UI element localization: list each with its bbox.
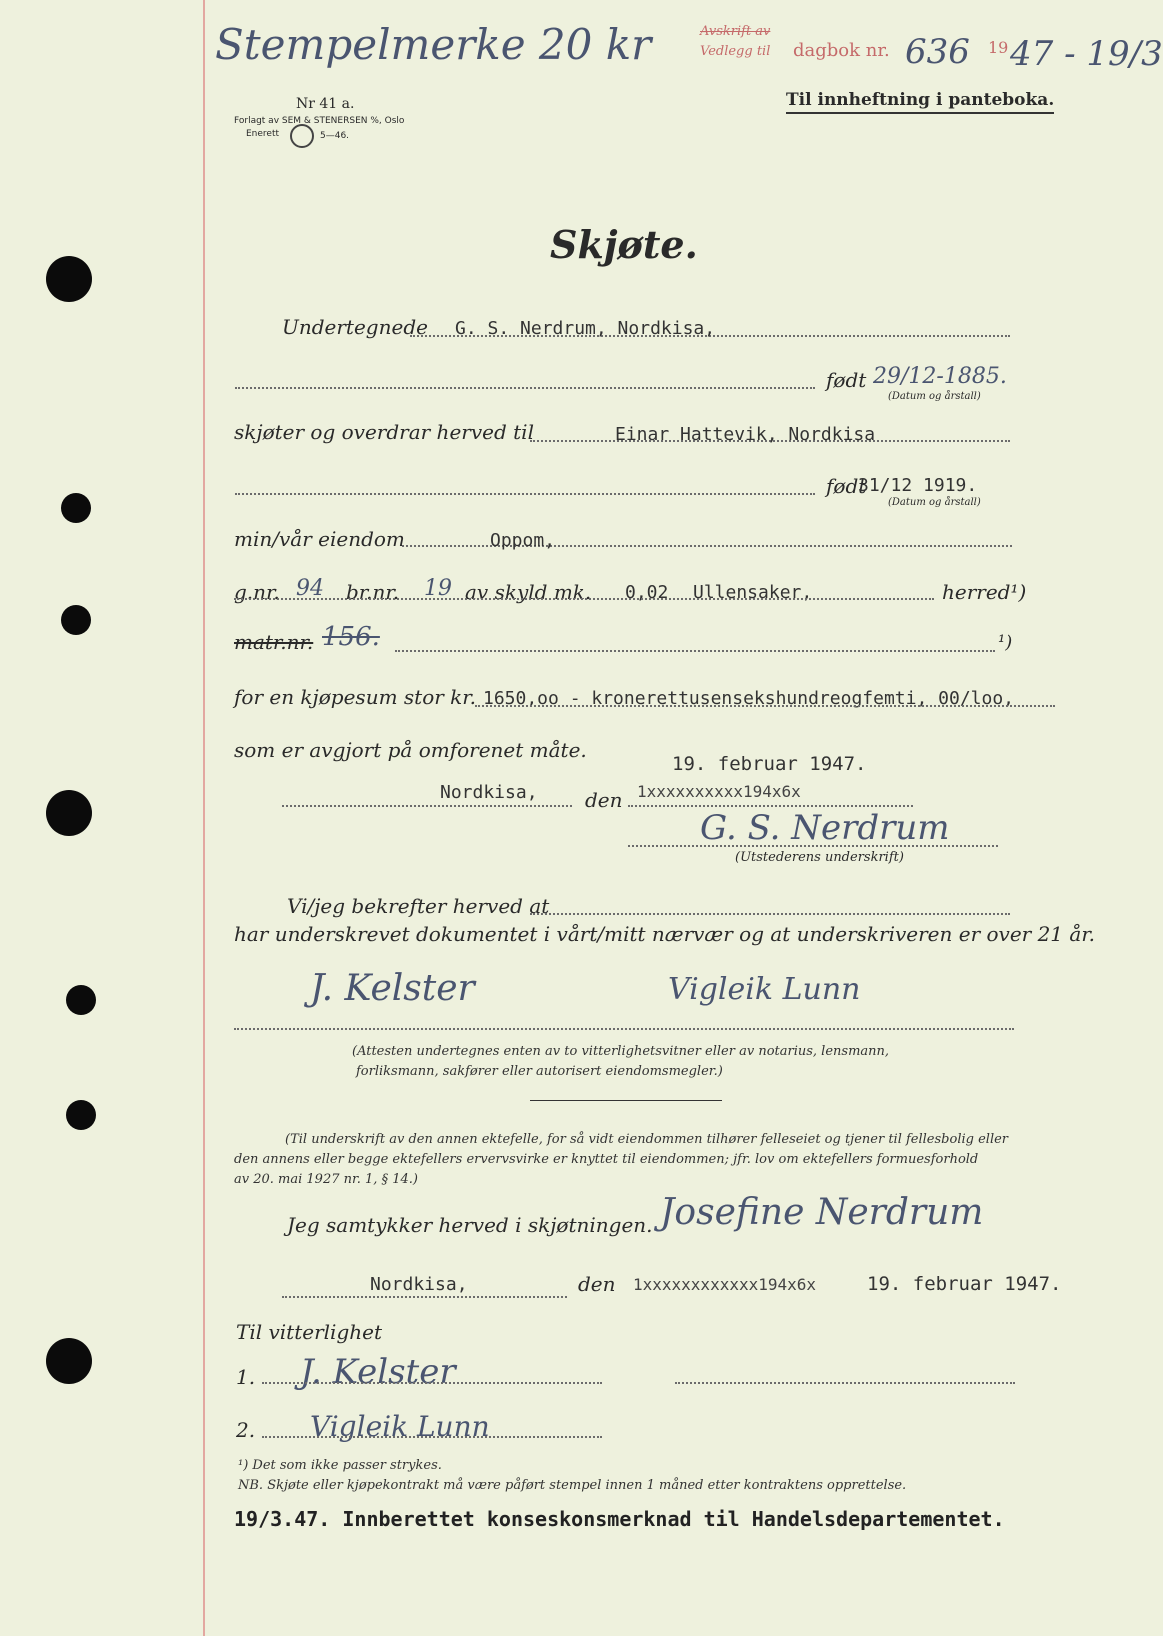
witness-signature-2: Vigleik Lunn [668, 972, 861, 1007]
spouse-note-1: (Til underskrift av den annen ektefelle, for så vidt eiendommen tilhører felleseiet og tjener til fellesbolig eller [285, 1132, 1009, 1147]
spouse-place: Nordkisa, [370, 1274, 468, 1295]
dotted-line [475, 705, 1055, 707]
gnr-label: g.nr. [234, 580, 280, 604]
attest-note-2: forliksmann, sakfører eller autorisert eiendomsmegler.) [356, 1064, 723, 1079]
undertegnede-value: G. S. Nerdrum, Nordkisa, [455, 318, 716, 339]
har-underskrevet: har underskrevet dokumentet i vårt/mitt nærvær og at underskriveren er over 21 år. [234, 922, 1096, 946]
herred-label: herred¹) [942, 580, 1027, 604]
dotted-line [234, 598, 934, 600]
dotted-line [530, 913, 1010, 915]
brnr-label: br.nr. [346, 580, 400, 604]
skjoter-label: skjøter og overdrar herved til [234, 420, 534, 444]
utstederens-label: (Utstederens underskrift) [735, 850, 904, 865]
avskrift-label: Avskrift av [700, 24, 771, 39]
spouse-struck-date: 1xxxxxxxxxxxx194x6x [633, 1275, 817, 1294]
fodt-value-buyer: 31/12 1919. [858, 475, 978, 496]
publisher-enerett: Enerett [246, 129, 280, 139]
datum-hint: (Datum og årstall) [888, 497, 981, 508]
skyld-label: av skyld mk. [465, 580, 592, 604]
place-value: Nordkisa, [440, 782, 538, 803]
dotted-line [675, 1382, 1015, 1384]
footnote-2: NB. Skjøte eller kjøpekontrakt må være påført stempel innen 1 måned etter kontraktens opprettelse. [238, 1478, 907, 1493]
seller-signature: G. S. Nerdrum [700, 808, 950, 848]
vedlegg-label: Vedlegg til [700, 44, 771, 59]
matrnr-label: matr.nr. [234, 630, 314, 654]
dotted-line [282, 1296, 567, 1298]
samtykker-text: Jeg samtykker herved i skjøtningen. [287, 1213, 653, 1237]
binding-hole [66, 1100, 96, 1130]
dotted-line [234, 1028, 1014, 1030]
divider [530, 1100, 722, 1101]
binding-hole [46, 790, 92, 836]
buyer-value: Einar Hattevik, Nordkisa [615, 424, 876, 445]
year-handwritten: 47 - 19/3 [1010, 34, 1163, 74]
eiendom-label: min/vår eiendom [234, 527, 405, 551]
avgjort-text: som er avgjort på omforenet måte. [234, 738, 587, 762]
publisher-date: 5—46. [320, 131, 350, 141]
dotted-line [235, 387, 815, 389]
undertegnede-label: Undertegnede [282, 315, 428, 339]
dotted-line [262, 1436, 602, 1438]
struck-date: 1xxxxxxxxxx194x6x [637, 782, 801, 801]
binding-hole [61, 605, 91, 635]
fodt-label: født [826, 368, 867, 392]
eiendom-value: Oppom, [490, 530, 556, 551]
dagbok-number: 636 [905, 32, 970, 72]
binding-hole [61, 493, 91, 523]
binding-hole [46, 256, 92, 302]
spouse-den-label: den [578, 1272, 616, 1296]
spouse-signature: Josefine Nerdrum [660, 1192, 984, 1233]
year-printed: 19 [988, 38, 1009, 57]
dotted-line [395, 650, 995, 652]
dotted-line [628, 845, 998, 847]
dotted-line [235, 493, 815, 495]
kjopesum-value: 1650,oo - kronerettusensekshundreogfemti, 00/loo, [483, 688, 1015, 709]
vitterlighet-label: Til vitterlighet [236, 1320, 383, 1344]
form-number: Nr 41 a. [296, 96, 355, 112]
dotted-line [282, 805, 572, 807]
spouse-date-value: 19. februar 1947. [867, 1273, 1062, 1295]
footnote-1: ¹) Det som ikke passer strykes. [238, 1458, 442, 1473]
gnr-value: 94 [296, 576, 324, 601]
kjopesum-label: for en kjøpesum stor kr. [234, 685, 477, 709]
date-value: 19. februar 1947. [672, 753, 867, 775]
publisher-seal [290, 124, 314, 148]
footnote-mark: ¹) [998, 632, 1013, 653]
witness-number-1: 1. [236, 1365, 256, 1389]
vitterlighet-signature-1: J. Kelster [300, 1352, 456, 1392]
binding-hole [66, 985, 96, 1015]
stamp-handwritten: Stempelmerke 20 kr [215, 20, 652, 69]
brnr-value: 19 [424, 576, 452, 601]
skyld-value: 0,02 [625, 582, 669, 603]
attest-note-1: (Attesten undertegnes enten av to vitterlighetsvitner eller av notarius, lensmann, [352, 1044, 890, 1059]
matrnr-value: 156. [322, 622, 380, 652]
dagbok-label: dagbok nr. [793, 40, 890, 61]
witness-signature-1: J. Kelster [310, 968, 475, 1009]
binding-hole [46, 1338, 92, 1384]
den-label: den [585, 788, 623, 812]
bottom-note: 19/3.47. Innberettet konseskonsmerknad til Handelsdepartementet. [234, 1507, 1005, 1531]
page-title: Skjøte. [550, 222, 698, 267]
fodt-label: født [826, 474, 867, 498]
herred-value: Ullensaker, [693, 582, 813, 603]
vitterlighet-signature-2: Vigleik Lunn [310, 1410, 490, 1443]
margin-line [203, 0, 205, 1636]
dotted-line [628, 805, 913, 807]
dotted-line [262, 1382, 602, 1384]
til-innheftning: Til innheftning i panteboka. [786, 90, 1054, 114]
witness-number-2: 2. [236, 1418, 256, 1442]
fodt-value-seller: 29/12-1885. [873, 364, 1007, 389]
spouse-note-2: den annens eller begge ektefellers ervervsvirke er knyttet til eiendommen; jfr. lov om ektefellers formuesforhold [234, 1152, 979, 1167]
vi-bekrefter: Vi/jeg bekrefter herved at [287, 894, 550, 918]
spouse-note-3: av 20. mai 1927 nr. 1, § 14.) [234, 1172, 418, 1187]
publisher-line: Forlagt av SEM & STENERSEN %, Oslo [234, 116, 405, 126]
datum-hint: (Datum og årstall) [888, 391, 981, 402]
